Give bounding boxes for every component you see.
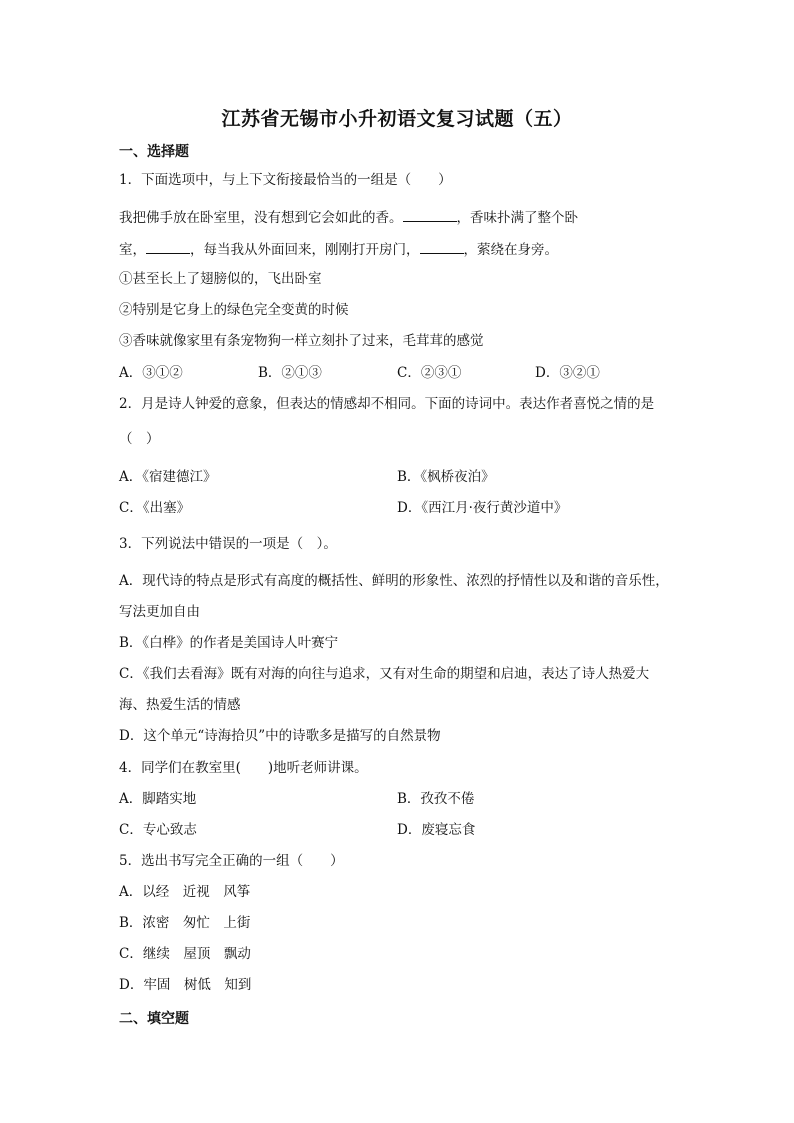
q5-stem: 5．选出书写完全正确的一组（ ） xyxy=(119,853,344,869)
fill-blank xyxy=(146,239,190,254)
q1-item: ③香味就像家里有条宠物狗一样立刻扑了过来，毛茸茸的感觉 xyxy=(119,333,484,349)
page-title: 江苏省无锡市小升初语文复习试题（五） xyxy=(221,108,573,130)
q4-option-d[interactable]: D．废寝忘食 xyxy=(397,822,476,838)
q2-option-d[interactable]: D．《西江月·夜行黄沙道中》 xyxy=(397,500,568,516)
q1-passage-line2 xyxy=(119,239,558,259)
q1-option-a[interactable]: A．③①② xyxy=(119,365,183,381)
q5-option-a[interactable]: A．以经 近视 风筝 xyxy=(119,884,251,900)
fill-blank xyxy=(403,207,457,222)
q1-option-b[interactable]: B．②①③ xyxy=(258,365,322,381)
q1-passage-text: 我把佛手放在卧室里，没有想到它会如此的香。 xyxy=(119,210,403,226)
q5-option-c[interactable]: C．继续 屋顶 飘动 xyxy=(119,946,251,962)
q3-stem: 3．下列说法中错误的一项是（ ）。 xyxy=(119,536,337,552)
q3-option-d[interactable]: D．这个单元“诗海拾贝”中的诗歌多是描写的自然景物 xyxy=(119,728,441,744)
q4-option-a[interactable]: A．脚踏实地 xyxy=(119,791,197,807)
q5-option-b[interactable]: B．浓密 匆忙 上街 xyxy=(119,915,251,931)
q2-option-b[interactable]: B．《枫桥夜泊》 xyxy=(397,469,495,485)
q1-passage-text: 室， xyxy=(119,242,146,258)
fill-blank xyxy=(420,239,464,254)
q1-passage-text: ，香味扑满了整个卧 xyxy=(456,210,578,226)
q3-option-c[interactable]: C．《我们去看海》既有对海的向往与追求，又有对生命的期望和启迪，表达了诗人热爱大 xyxy=(119,666,650,682)
q2-paren: （ ） xyxy=(119,431,160,447)
q4-option-b[interactable]: B．孜孜不倦 xyxy=(397,791,475,807)
section-heading-fill: 二、填空题 xyxy=(119,1011,189,1027)
q1-passage-text: ，萦绕在身旁。 xyxy=(463,242,558,258)
q1-option-c[interactable]: C．②③① xyxy=(397,365,462,381)
q3-option-b[interactable]: B．《白桦》的作者是美国诗人叶赛宁 xyxy=(119,635,339,651)
q1-stem: 1．下面选项中，与上下文衔接最恰当的一组是（ ） xyxy=(119,172,452,188)
q2-option-c[interactable]: C．《出塞》 xyxy=(119,500,191,516)
q4-option-c[interactable]: C．专心致志 xyxy=(119,822,197,838)
q1-option-d[interactable]: D．③②① xyxy=(535,365,600,381)
q1-passage-text: ，每当我从外面回来，刚刚打开房门， xyxy=(190,242,420,258)
q1-passage-line1 xyxy=(119,207,578,227)
q3-option-a-cont: 写法更加自由 xyxy=(119,604,200,620)
q2-option-a[interactable]: A．《宿建德江》 xyxy=(119,469,217,485)
q1-item: ②特别是它身上的绿色完全变黄的时候 xyxy=(119,302,349,318)
q3-option-a[interactable]: A．现代诗的特点是形式有高度的概括性、鲜明的形象性、浓烈的抒情性以及和谐的音乐性， xyxy=(119,573,669,589)
q3-option-c-cont: 海、热爱生活的情感 xyxy=(119,697,241,713)
q4-stem: 4．同学们在教室里( )地听老师讲课。 xyxy=(119,760,368,776)
section-heading-choice: 一、选择题 xyxy=(119,144,189,160)
q2-stem: 2．月是诗人钟爱的意象，但表达的情感却不相同。下面的诗词中。表达作者喜悦之情的是 xyxy=(119,396,655,412)
q1-item: ①甚至长上了翅膀似的，飞出卧室 xyxy=(119,271,322,287)
q5-option-d[interactable]: D．牢固 树低 知到 xyxy=(119,977,252,993)
